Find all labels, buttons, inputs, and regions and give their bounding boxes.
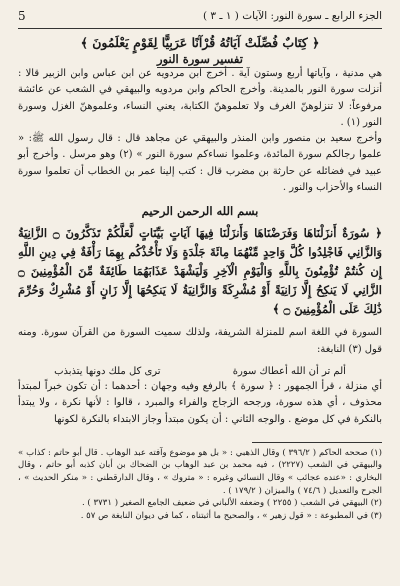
poem-second-hemistich: ترى كل ملك دونها يتذبذب xyxy=(54,365,161,377)
analysis-paragraph: أي منزلة ، قرأ الجمهور : ﴿ سورة ﴾ بالرفع وفيه وجهان : أحدهما : أن تكون خبراً لمبتدأ محذوف ، أي هذه سورة، ورجحه الزجاج والفراء والمبرد ، قالوا : لأنها نكرة ، ولا يبتدأ بالنكرة في كل موضع . والوجه الثاني : أن يكون مبتدأ وجاز الابتداء بالنكرة لكونها xyxy=(18,380,382,425)
intro-paragraph-1: هي مدنية ، وآياتها أربع وستون آية . أخرج ابن مردويه عن ابن عباس وابن الزبير قالا : أنزلت سورة النور بالمدينة. وأخرج الحاكم وابن مردويه والبيهقي في الشعب عن عائشة مرفوعاً: لا تنزلوهنّ الغرف ولا تعلموهنّ الكتابة، يعني النساء، وعلموهنّ الغزل وسورة النور (١) . xyxy=(18,68,382,128)
subheading-text: تفسير سورة النور xyxy=(157,52,243,66)
poem-first-hemistich: ألم تر أن الله أعطاك سورة xyxy=(232,365,346,377)
running-header xyxy=(18,6,382,26)
intro-paragraph-2: وأخرج سعيد بن منصور وابن المنذر والبيهقي عن مجاهد قال : قال رسول الله ﷺ: « علموا رجالكم سورة المائدة، وعلموا نساءكم سورة النور » (٢) وهو مرسل . وأخرج أبو عبيد في فضائله عن حارثة بن مضرب قال : كتب إلينا عمر بن الخطاب أن تعلموا سورة النساء والأحزاب والنور . xyxy=(18,133,382,194)
poem-verse xyxy=(18,366,382,377)
basmala: بسم الله الرحمن الرحيم xyxy=(141,204,259,219)
footnote-separator xyxy=(252,442,382,443)
page-number: 5 xyxy=(18,9,26,23)
footnote-2: (٢) البيهقي في الشعب ( ٢٢٥٥ ) وضعفه الألباني في ضعيف الجامع الصغير ( ٣٧٣١ ) . xyxy=(81,498,382,509)
footnote-1: (١) صححه الحاكم ( ٣٩٦/٢ ) وقال الذهبي : « بل هو موضوع وآفته عبد الوهاب . قال أبو حاتم : كذاب » والبيهقي في الشعب (٢٢٢٧) ، فيه محمد بن عبد الوهاب بن الضحاك بن أبان كذبه أبو حاتم ، وقال البخاري : «عنده عجائب » وقال النسائي وغيره : « متروك » ، وقال الدارقطني : « منكر الحديث » ، الجرح والتعديل ( ٧٤/٦ ) والميزان ( ١٧٩/٢ ) . xyxy=(18,447,382,496)
section-subheading xyxy=(18,52,382,66)
explanation-paragraph: السورة في اللغة اسم للمنزلة الشريفة، ولذلك سميت السورة من القرآن سورة. ومنه قول (٣) النابغة: xyxy=(18,327,382,355)
quran-verses: ﴿ سُورَةٌ أَنزَلْنَاهَا وَفَرَضْنَاهَا وَأَنزَلْنَا فِيهَا آيَاتٍ بَيِّنَاتٍ لَّعَلَّكُمْ تَذَكَّرُونَ ۝ الزَّانِيَةُ وَالزَّانِي فَاجْلِدُوا كُلَّ وَاحِدٍ مِّنْهُمَا مِائَةَ جَلْدَةٍ وَلَا تَأْخُذْكُم بِهِمَا رَأْفَةٌ فِي دِينِ اللَّهِ إِن كُنتُمْ تُؤْمِنُونَ بِاللَّهِ وَالْيَوْمِ الْآخِرِ وَلْيَشْهَدْ عَذَابَهُمَا طَائِفَةٌ مِّنَ الْمُؤْمِنِينَ ۝ الزَّانِي لَا يَنكِحُ إِلَّا زَانِيَةً أَوْ مُشْرِكَةً وَالزَّانِيَةُ لَا يَنكِحُهَا إِلَّا زَانٍ أَوْ مُشْرِكٌ وَحُرِّمَ ذَٰلِكَ عَلَى الْمُؤْمِنِينَ ۝ ﴾ xyxy=(18,226,382,317)
header-title: الجزء الرابع ـ سورة النور: الآيات ( ١ ـ ٣ ) xyxy=(202,10,382,22)
header-rule xyxy=(18,28,382,29)
verse-heading: ﴿ كِتَابٌ فُصِّلَتْ آيَاتُهُ قُرْآنًا عَرَبِيًّا لِقَوْمٍ يَعْلَمُونَ ﴾ xyxy=(80,35,320,50)
footnote-3: (٣) في المطبوعة : « قول زهير » ، والصحيح ما أثبتناه ، كما في ديوان النابغة ص ٥٧ . xyxy=(80,510,382,521)
